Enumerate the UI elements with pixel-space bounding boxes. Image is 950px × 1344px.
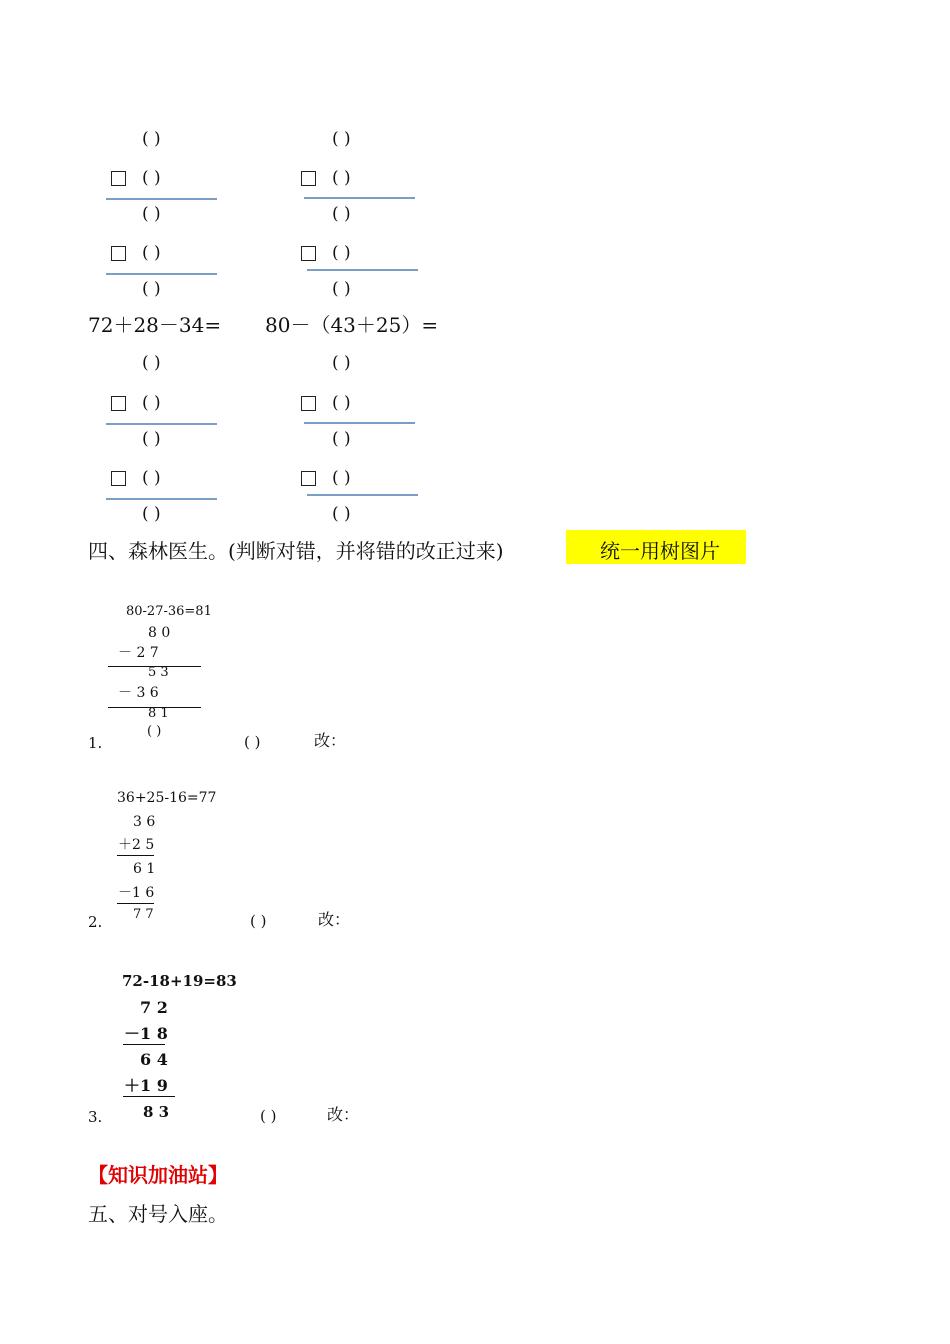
problem-number: 3.: [88, 1108, 103, 1126]
paren-blank[interactable]: ( ): [332, 504, 351, 524]
highlight-note: 统一用树图片: [600, 539, 720, 563]
calc-line: [106, 198, 217, 200]
vertical-row: － 3 6: [118, 685, 159, 701]
paren-blank[interactable]: ( ): [332, 168, 351, 188]
expression-2: 80－（43＋25）=: [265, 313, 439, 337]
operator-box[interactable]: [111, 396, 126, 411]
answer-paren[interactable]: ( ): [147, 724, 162, 739]
section-5-title: 五、对号入座。: [88, 1202, 228, 1226]
fix-label: 改：: [327, 1105, 360, 1124]
fix-label: 改：: [314, 731, 347, 750]
problem-number: 2.: [88, 913, 103, 931]
equation: 36+25-16=77: [117, 790, 217, 806]
vertical-row: 5 3: [148, 665, 169, 680]
vertical-row: 6 1: [133, 861, 156, 877]
vertical-row: 7 7: [133, 907, 154, 922]
paren-blank[interactable]: ( ): [142, 243, 161, 263]
paren-blank[interactable]: ( ): [142, 279, 161, 299]
vertical-row: －1 8: [124, 1024, 168, 1043]
calc-line: [106, 498, 217, 500]
vertical-row: －1 6: [118, 885, 155, 901]
paren-blank[interactable]: ( ): [142, 204, 161, 224]
operator-box[interactable]: [301, 471, 316, 486]
paren-blank[interactable]: ( ): [142, 393, 161, 413]
vertical-row: 3 6: [133, 814, 156, 830]
operator-box[interactable]: [111, 471, 126, 486]
knowledge-header: 【知识加油站】: [88, 1163, 228, 1187]
paren-blank[interactable]: ( ): [142, 429, 161, 449]
operator-box[interactable]: [301, 396, 316, 411]
calc-line: [307, 269, 418, 271]
paren-blank[interactable]: ( ): [332, 393, 351, 413]
vertical-row: － 2 7: [118, 645, 159, 661]
judge-paren[interactable]: ( ): [250, 912, 267, 930]
paren-blank[interactable]: ( ): [142, 504, 161, 524]
operator-box[interactable]: [301, 246, 316, 261]
vertical-row: ＋1 9: [124, 1076, 168, 1095]
calc-line: [117, 855, 154, 856]
expression-1: 72＋28－34=: [88, 313, 222, 337]
calc-line: [106, 423, 217, 425]
calc-line: [123, 1044, 165, 1045]
paren-blank[interactable]: ( ): [142, 129, 161, 149]
fix-label: 改：: [318, 910, 351, 929]
vertical-row: 8 1: [148, 706, 169, 721]
equation: 80-27-36=81: [126, 604, 212, 619]
calc-line: [123, 1096, 175, 1097]
problem-number: 1.: [88, 734, 103, 752]
vertical-row: ＋2 5: [118, 837, 155, 853]
paren-blank[interactable]: ( ): [332, 429, 351, 449]
paren-blank[interactable]: ( ): [332, 243, 351, 263]
vertical-row: 8 0: [148, 625, 171, 641]
equation: 72-18+19=83: [122, 972, 237, 990]
calc-line: [304, 197, 415, 199]
paren-blank[interactable]: ( ): [332, 204, 351, 224]
operator-box[interactable]: [111, 246, 126, 261]
paren-blank[interactable]: ( ): [142, 353, 161, 373]
paren-blank[interactable]: ( ): [142, 468, 161, 488]
calc-line: [117, 903, 154, 904]
section-4-title: 四、森林医生。(判断对错，并将错的改正过来): [88, 539, 504, 563]
paren-blank[interactable]: ( ): [332, 353, 351, 373]
paren-blank[interactable]: ( ): [332, 468, 351, 488]
calc-line: [106, 273, 217, 275]
calc-line: [304, 422, 415, 424]
judge-paren[interactable]: ( ): [260, 1107, 277, 1125]
paren-blank[interactable]: ( ): [332, 279, 351, 299]
calc-line: [307, 494, 418, 496]
operator-box[interactable]: [301, 171, 316, 186]
vertical-row: 6 4: [140, 1050, 168, 1069]
judge-paren[interactable]: ( ): [244, 733, 261, 751]
operator-box[interactable]: [111, 171, 126, 186]
vertical-row: 7 2: [140, 998, 168, 1017]
vertical-row: 8 3: [143, 1103, 170, 1121]
paren-blank[interactable]: ( ): [332, 129, 351, 149]
paren-blank[interactable]: ( ): [142, 168, 161, 188]
